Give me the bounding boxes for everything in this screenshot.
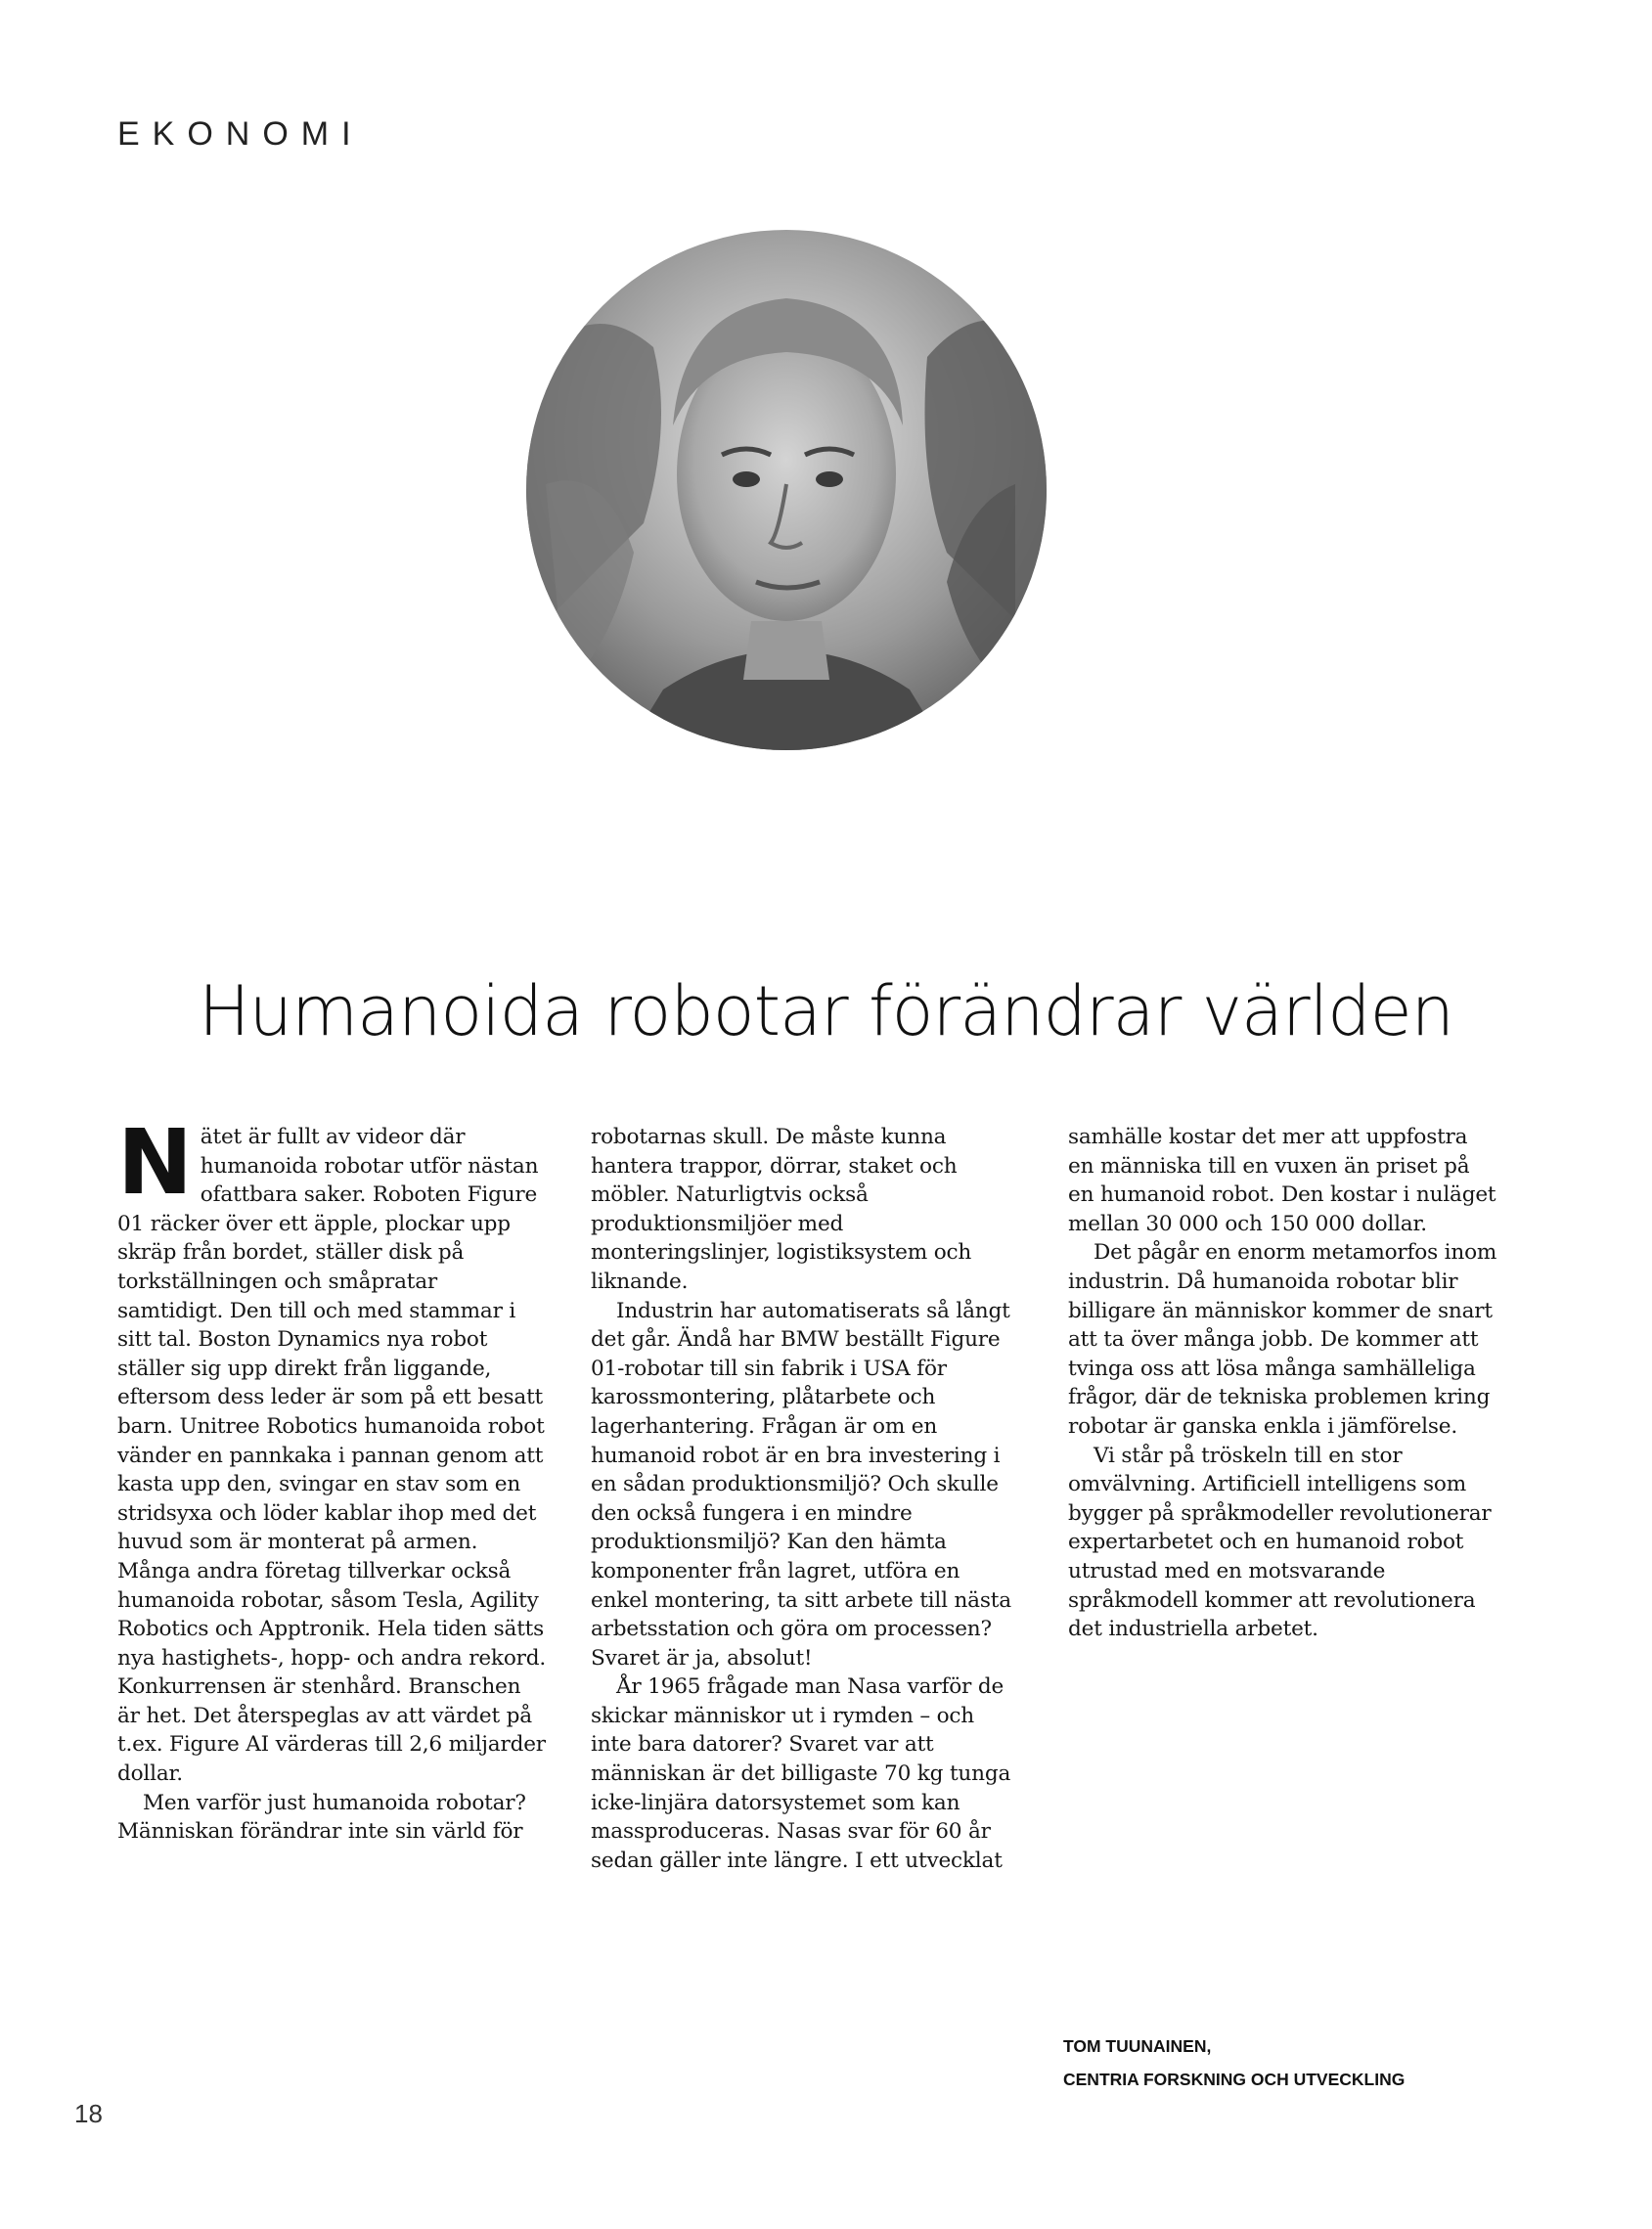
article-headline: Humanoida robotar förändrar världen (198, 971, 1454, 1051)
article-paragraph: Det pågår en enorm metamorfos inom industrin. Då humanoida robotar blir billigare än människor kommer de snart att ta över många jobb. De kommer att tvinga oss att lösa många samhälleliga frågor, där de tekniska problemen kring robotar är ganska enkla i jämförelse. (1068, 1240, 1497, 1439)
article-paragraph (117, 1110, 548, 1789)
article-paragraph: Men varför just humanoida robotar? Människan förändrar inte sin värld för (117, 1790, 526, 1845)
author-affiliation: CENTRIA FORSKNING OCH UTVECKLING (1063, 2070, 1406, 2089)
author-name: TOM TUUNAINEN, (1063, 2036, 1212, 2056)
article-paragraph: År 1965 frågade man Nasa varför de skickar människor ut i rymden – och inte bara datorer? Svaret var att människan är det billigaste 70 kg tunga icke-linjära datorsystemet som kan massproduceras. Nasas svar för 60 år sedan gäller inte längre. I ett utvecklat (591, 1674, 1011, 1873)
article-column-1 (117, 1110, 548, 1847)
section-label: EKONOMI (117, 115, 364, 153)
author-portrait (526, 230, 1047, 750)
paragraph-text: ätet är fullt av videor där humanoida robotar utför nästan ofattbara saker. Roboten Figure 01 räcker över ett äpple, plockar upp skräp från bordet, ställer disk på torkställningen och småpratar samtidigt. Den till och med stammar i sitt tal. Boston Dynamics nya robot ställer sig upp direkt från liggande, eftersom dess leder är som på ett besatt barn. Unitree Robotics humanoida robot vänder en pannkaka i pannan genom att kasta upp den, svingar en stav som en stridsyxa och löder kablar ihop med det huvud som är monterat på armen. Många andra företag tillverkar också humanoida robotar, såsom Tesla, Agility Robotics och Apptronik. Hela tiden sätts nya hastighets-, hopp- och andra rekord. Konkurrensen är stenhård. Branschen är het. Det återspeglas av att värdet på t.ex. Figure AI värderas till 2,6 miljarder dollar. (117, 1125, 547, 1787)
article-column-2 (591, 1123, 1021, 1875)
drop-cap: N (117, 1110, 193, 1215)
author-byline (1063, 2029, 1405, 2096)
article-paragraph: samhälle kostar det mer att uppfostra en människa till en vuxen än priset på en humanoid robot. Den kostar i nuläget mellan 30 000 och 150 000 dollar. (1068, 1125, 1496, 1236)
article-paragraph: Vi står på tröskeln till en stor omvälvning. Artificiell intelligens som bygger på språkmodeller revolutionerar expertarbetet och en humanoid robot utrustad med en motsvarande språkmodell kommer att revolutionera det industriella arbetet. (1068, 1443, 1492, 1642)
page-number: 18 (74, 2099, 103, 2128)
article-paragraph: robotarnas skull. De måste kunna hantera trappor, dörrar, staket och möbler. Naturligtvis också produktionsmiljöer med monteringslinjer, logistiksystem och liknande. (591, 1125, 972, 1294)
article-paragraph: Industrin har automatiserats så långt det går. Ändå har BMW beställt Figure 01-robotar till sin fabrik i USA för karossmontering, plåtarbete och lagerhantering. Frågan är om en humanoid robot är en bra investering i en sådan produktionsmiljö? Och skulle den också fungera i en mindre produktionsmiljö? Kan den hämta komponenter från lagret, utföra en enkel montering, ta sitt arbete till nästa arbetsstation och göra om processen? Svaret är ja, absolut! (591, 1298, 1011, 1671)
portrait-photo-icon (526, 230, 1047, 750)
article-column-3 (1068, 1123, 1498, 1644)
